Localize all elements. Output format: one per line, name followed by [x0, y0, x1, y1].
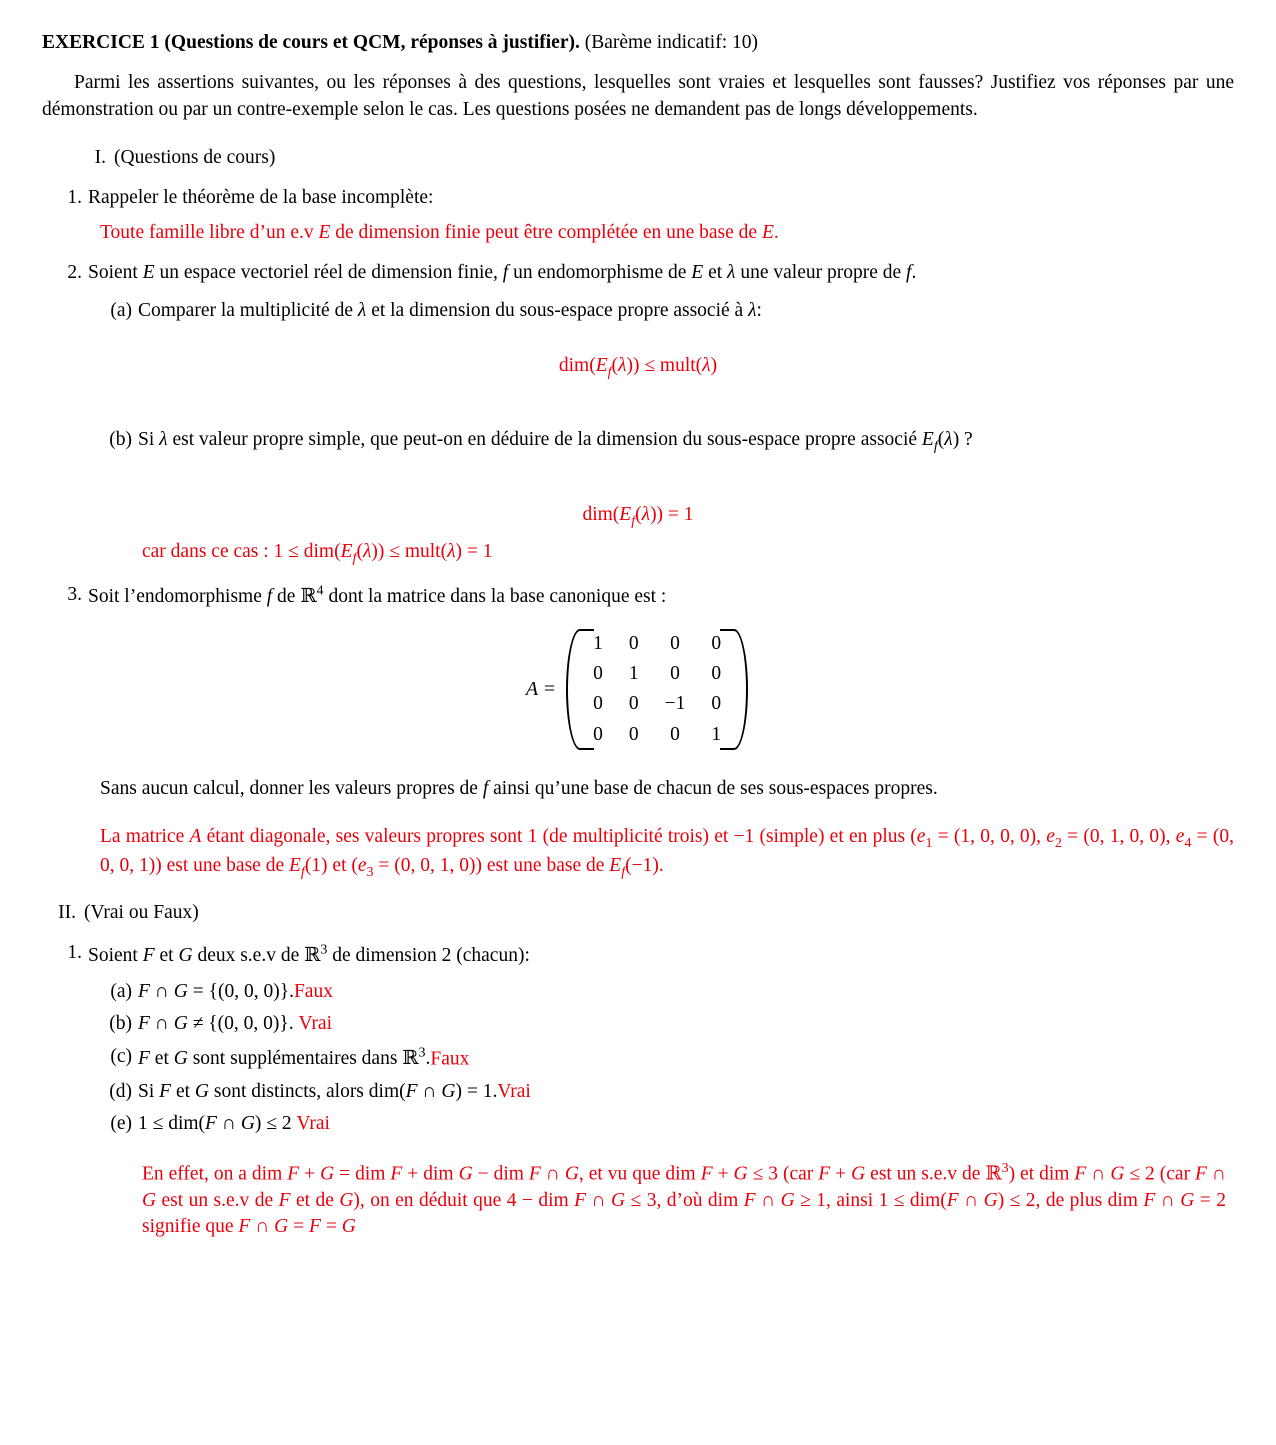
matrix-cell: 1	[628, 663, 639, 684]
question-1-1	[42, 185, 1234, 211]
matrix-A	[42, 629, 1234, 750]
question-1-2-a	[42, 298, 1234, 324]
part-1-title: (Questions de cours)	[114, 146, 276, 168]
question-1-2-marker: 2.	[67, 261, 82, 283]
item-2-1-d-statement: Si F et G sont distincts, alors dim(F ∩ G) = 1.	[138, 1080, 498, 1102]
matrix-row	[580, 629, 734, 659]
question-1-3-followup: Sans aucun calcul, donner les valeurs propres de f ainsi qu’une base de chacun de ses sous-espaces propres.	[100, 777, 938, 799]
question-1-2-a-marker: (a)	[110, 300, 132, 322]
item-2-1-b-marker: (b)	[109, 1013, 132, 1035]
item-2-1-e-statement: 1 ≤ dim(F ∩ G) ≤ 2	[138, 1112, 297, 1134]
question-1-2-b	[42, 427, 1234, 456]
item-2-1-b-verdict: Vrai	[298, 1013, 333, 1035]
answer-1-1: Toute famille libre d’un e.v E de dimension finie peut être complétée en une base de E.	[100, 221, 779, 243]
item-2-1-c-statement: F et G sont supplémentaires dans ℝ$^3$.	[138, 1044, 431, 1070]
matrix-cell: 0	[670, 723, 680, 745]
question-1-2-b-text: Si λ est valeur propre simple, que peut-on en déduire de la dimension du sous-espace propre associé $E_f(\lambda)$ ?	[138, 429, 973, 455]
item-2-1-a-statement: F ∩ G = {(0, 0, 0)}.	[138, 981, 294, 1003]
formula-1-2-b: $dim(E_f(\lambda)) = 1$	[582, 504, 694, 530]
matrix-cell: 0	[670, 663, 680, 684]
item-2-1-e-verdict: Vrai	[296, 1112, 330, 1134]
matrix-cell: 0	[593, 723, 603, 745]
item-2-1-a	[42, 979, 1234, 1005]
matrix-body	[580, 629, 734, 750]
item-2-1-a-marker: (a)	[110, 981, 132, 1003]
item-2-1-a-verdict: Faux	[293, 981, 333, 1003]
exercise-heading	[42, 30, 1234, 56]
matrix-lhs: A =	[525, 677, 557, 700]
formula-1-2-a: $dim(E_f(\lambda))$ ≤ mult(λ)	[558, 354, 718, 380]
matrix-cell: 0	[711, 693, 722, 715]
question-1-3-marker: 3.	[67, 583, 82, 605]
matrix-right-paren	[734, 629, 750, 750]
explanation-2-1: En effet, on a dim F + G = dim F + dim G − dim F ∩ G, et vu que dim F + G ≤ 3 (car F + G est un s.e.v de ℝ$^3$) et dim F ∩ G ≤ 2 (car F ∩ G est un s.e.v de F et de G), on en déduit que 4 − dim F ∩ G ≤ 3, d’où dim F ∩ G ≥ 1, ainsi 1 ≤ dim(F ∩ G) ≤ 2, de plus dim F ∩ G = 2 signifie que F ∩ G = F = G	[142, 1160, 1227, 1238]
matrix-row	[580, 659, 734, 689]
matrix-cell: 0	[628, 693, 639, 715]
matrix-left-paren	[564, 629, 580, 750]
question-1-2-a-text: Comparer la multiplicité de λ et la dimension du sous-espace propre associé à λ:	[138, 300, 762, 322]
part-2-label: II.	[58, 901, 76, 923]
question-1-1-text: Rappeler le théorème de la base incomplète:	[88, 187, 434, 209]
matrix-cell: 0	[628, 723, 639, 745]
matrix-cell: 1	[711, 723, 722, 745]
matrix-cell: 0	[628, 632, 639, 654]
item-2-1-e-marker: (e)	[110, 1112, 132, 1134]
question-1-3-text: Soit l’endomorphisme f de ℝ$^4$ dont la matrice dans la base canonique est :	[88, 582, 667, 608]
item-2-1-e	[42, 1111, 1234, 1137]
matrix-cell: 1	[593, 632, 603, 654]
question-1-1-marker: 1.	[67, 187, 82, 209]
matrix-cell: 0	[670, 632, 680, 654]
item-2-1-b-statement: F ∩ G ≠ {(0, 0, 0)}.	[138, 1013, 299, 1035]
exercise-heading-scale: (Barème indicatif: 10)	[584, 32, 758, 53]
question-2-1-text: Soient F et G deux s.e.v de ℝ$^3$ de dimension 2 (chacun):	[88, 941, 530, 966]
item-2-1-c-verdict: Faux	[430, 1048, 470, 1070]
question-1-2-text: Soient E un espace vectoriel réel de dimension finie, f un endomorphisme de E et λ une valeur propre de f.	[88, 261, 917, 283]
exercise-heading-bold: EXERCICE 1 (Questions de cours et QCM, réponses à justifier).	[42, 32, 580, 53]
item-2-1-c-marker: (c)	[110, 1045, 132, 1067]
part-2-title: (Vrai ou Faux)	[84, 901, 199, 923]
question-2-1	[42, 940, 1234, 969]
matrix-cell: 0	[711, 632, 722, 654]
question-1-2-b-marker: (b)	[109, 429, 132, 451]
item-2-1-d	[42, 1079, 1234, 1105]
item-2-1-d-marker: (d)	[109, 1080, 132, 1102]
matrix-cell: 0	[593, 693, 603, 715]
matrix-cell: −1	[664, 693, 686, 715]
answer-1-3: La matrice A étant diagonale, ses valeurs propres sont 1 (de multiplicité trois) et −1 (simple) et en plus ($e_1 = (1$, 0, 0, 0), $e_2 = (0$, 1, 0, 0), $e_4 = (0$, 0, 0, 1)) est une base de $E_f(1)$ et ($e_3 = (0$, 0, 1, 0)) est une base de $E_f(-1)$.	[100, 826, 1234, 880]
matrix-row	[580, 689, 734, 719]
item-2-1-d-verdict: Vrai	[497, 1080, 531, 1102]
reason-1-2-b: car dans ce cas : $1 \le dim(E_f(\lambda))$ ≤ mult(λ) = 1	[142, 541, 493, 566]
question-1-2	[42, 260, 1234, 286]
matrix-cell: 0	[593, 663, 603, 684]
exercise-intro: Parmi les assertions suivantes, ou les réponses à des questions, lesquelles sont vraies et lesquelles sont fausses? Justifiez vos réponses par une démonstration ou par un contre-exemple selon le cas. Les questions posées ne demandent pas de longs développements.	[42, 72, 1234, 120]
matrix-row	[580, 720, 734, 750]
question-1-3	[42, 582, 1234, 611]
part-1-header	[42, 145, 1234, 171]
question-2-1-marker: 1.	[67, 942, 82, 964]
part-1-label: I.	[94, 146, 106, 168]
item-2-1-b	[42, 1011, 1234, 1037]
item-2-1-c	[42, 1044, 1234, 1073]
part-2-header	[42, 900, 1234, 926]
matrix-cell: 0	[711, 663, 722, 684]
